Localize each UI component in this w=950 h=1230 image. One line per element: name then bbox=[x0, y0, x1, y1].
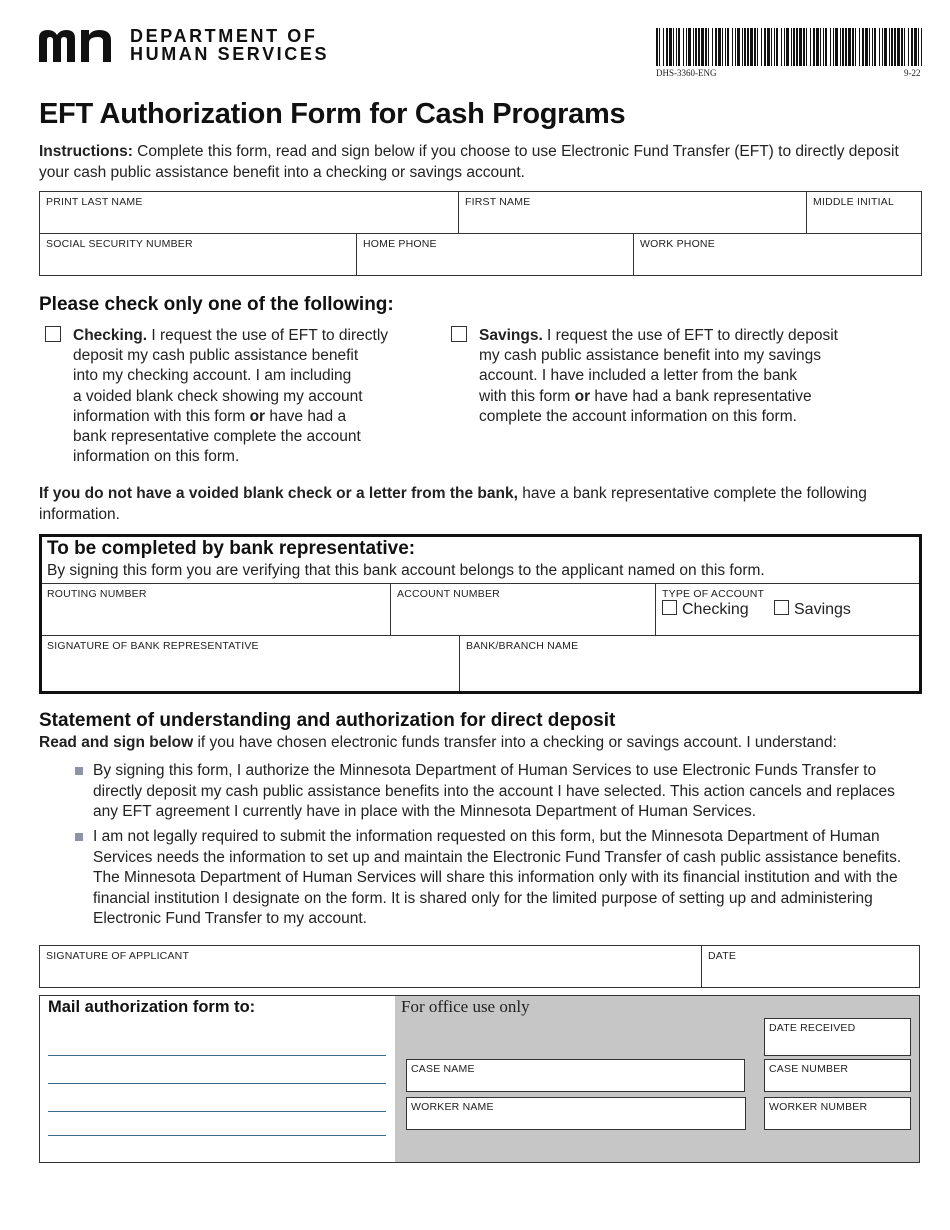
checking-checkbox[interactable] bbox=[45, 326, 61, 342]
savings-line-3: account. I have included a letter from the bank bbox=[479, 367, 797, 385]
account-type-checking-checkbox[interactable] bbox=[662, 600, 677, 615]
middle-initial-field[interactable] bbox=[806, 191, 922, 234]
case-number-field[interactable] bbox=[764, 1059, 911, 1092]
bank-note bbox=[39, 484, 919, 525]
date-received-label: DATE RECEIVED bbox=[769, 1022, 856, 1034]
savings-bold: Savings. bbox=[479, 327, 543, 344]
savings-line-4c: have had a bank representative bbox=[590, 387, 812, 405]
form-id: DHS-3360-ENG bbox=[656, 68, 717, 78]
instructions-label: Instructions: bbox=[39, 143, 133, 160]
applicant-signature-field[interactable] bbox=[39, 945, 702, 988]
account-type-savings-label: Savings bbox=[794, 601, 851, 618]
mail-address-line[interactable] bbox=[48, 1055, 386, 1056]
savings-line-2: my cash public assistance benefit into my savings bbox=[479, 347, 822, 365]
savings-line-4a: with this form bbox=[479, 387, 575, 405]
routing-number-field[interactable] bbox=[42, 584, 390, 635]
form-date: 9-22 bbox=[904, 68, 921, 78]
bank-section-title: To be completed by bank representative: bbox=[47, 538, 416, 559]
mail-address-line[interactable] bbox=[48, 1135, 386, 1136]
checking-line-3: into my checking account. I am including bbox=[73, 367, 352, 385]
signature-date-field[interactable] bbox=[701, 945, 920, 988]
applicant-signature-label: SIGNATURE OF APPLICANT bbox=[46, 950, 190, 962]
statement-heading: Statement of understanding and authorization for direct deposit bbox=[39, 710, 616, 731]
mail-title: Mail authorization form to: bbox=[48, 998, 256, 1016]
work-phone-field[interactable] bbox=[633, 233, 922, 276]
first-name-field[interactable] bbox=[458, 191, 807, 234]
bank-rep-signature-label: SIGNATURE OF BANK REPRESENTATIVE bbox=[47, 640, 259, 652]
case-name-label: CASE NAME bbox=[411, 1063, 475, 1075]
home-phone-label: HOME PHONE bbox=[363, 238, 437, 250]
checking-line-1: I request the use of EFT to directly bbox=[147, 327, 389, 344]
mn-logo-icon bbox=[39, 28, 119, 62]
account-type-checking-label: Checking bbox=[682, 601, 749, 618]
statement-intro bbox=[39, 734, 837, 752]
first-name-label: FIRST NAME bbox=[465, 196, 531, 208]
savings-line-1: I request the use of EFT to directly deposit bbox=[542, 327, 838, 344]
worker-name-field[interactable] bbox=[406, 1097, 746, 1130]
mail-address-line[interactable] bbox=[48, 1083, 386, 1084]
statement-intro-bold: Read and sign below bbox=[39, 734, 194, 751]
checking-line-4: a voided blank check showing my account bbox=[73, 387, 363, 405]
account-type-savings-checkbox[interactable] bbox=[774, 600, 789, 615]
office-use-title: For office use only bbox=[401, 997, 530, 1016]
org-line-2: HUMAN SERVICES bbox=[130, 44, 330, 64]
last-name-field[interactable] bbox=[39, 191, 459, 234]
checking-line-2: deposit my cash public assistance benefit bbox=[73, 347, 359, 365]
choice-heading: Please check only one of the following: bbox=[39, 294, 394, 315]
org-name bbox=[130, 27, 329, 63]
bank-note-bold: If you do not have a voided blank check or a letter from the bank, bbox=[39, 485, 518, 502]
statement-intro-text: if you have chosen electronic funds transfer into a checking or savings account. I understand: bbox=[193, 734, 837, 751]
bank-section-subtitle: By signing this form you are verifying that this bank account belongs to the applicant named on this form. bbox=[47, 562, 765, 579]
date-received-field[interactable] bbox=[764, 1018, 911, 1056]
ssn-label: SOCIAL SECURITY NUMBER bbox=[46, 238, 193, 250]
mail-address-line[interactable] bbox=[48, 1111, 386, 1112]
worker-name-label: WORKER NAME bbox=[411, 1101, 494, 1113]
barcode-icon bbox=[656, 28, 922, 66]
checking-line-5b: or bbox=[249, 407, 266, 425]
savings-checkbox[interactable] bbox=[451, 326, 467, 342]
worker-number-label: WORKER NUMBER bbox=[769, 1101, 868, 1113]
bank-rep-signature-field[interactable] bbox=[42, 636, 459, 691]
instructions bbox=[39, 142, 919, 183]
last-name-label: PRINT LAST NAME bbox=[46, 196, 143, 208]
ssn-field[interactable] bbox=[39, 233, 357, 276]
bank-branch-label: BANK/BRANCH NAME bbox=[466, 640, 579, 652]
checking-line-6: bank representative complete the account bbox=[73, 428, 361, 446]
signature-date-label: DATE bbox=[708, 950, 737, 962]
case-number-label: CASE NUMBER bbox=[769, 1063, 849, 1075]
middle-initial-label: MIDDLE INITIAL bbox=[813, 196, 894, 208]
page-title: EFT Authorization Form for Cash Programs bbox=[39, 98, 626, 130]
routing-number-label: ROUTING NUMBER bbox=[47, 588, 147, 600]
checking-option-text bbox=[73, 326, 423, 467]
mail-section bbox=[39, 995, 396, 1163]
instructions-text: Complete this form, read and sign below if you choose to use Electronic Fund Transfer (EFT) to directly deposit your cash public assistance benefit into a checking or savings account. bbox=[39, 143, 899, 181]
checking-line-5a: information with this form bbox=[73, 407, 250, 425]
checking-line-5c: have had a bbox=[265, 407, 347, 425]
case-name-field[interactable] bbox=[406, 1059, 745, 1092]
statement-bullet-2: I am not legally required to submit the information requested on this form, but the Minnesota Department of Human Services needs the information to set up and maintain the Electronic Fund Transfer of cash public assistance benefits. The Minnesota Department of Human Services will share this information only with its financial institution and with the financial institution I designate on the form. It is shared only for the limited purpose of setting up and administering Electronic Fund Transfer to my account. bbox=[93, 828, 902, 927]
worker-number-field[interactable] bbox=[764, 1097, 911, 1130]
bullet-icon bbox=[75, 767, 83, 775]
bullet-icon bbox=[75, 833, 83, 841]
savings-option-text bbox=[479, 326, 899, 427]
checking-bold: Checking. bbox=[73, 327, 148, 344]
home-phone-field[interactable] bbox=[356, 233, 634, 276]
account-number-field[interactable] bbox=[391, 584, 655, 635]
org-line-1: DEPARTMENT OF bbox=[130, 26, 318, 46]
account-type-label: TYPE OF ACCOUNT bbox=[662, 588, 765, 600]
bank-branch-field[interactable] bbox=[460, 636, 919, 691]
bank-note-text: have a bank representative complete the following information. bbox=[39, 485, 867, 523]
checking-line-7: information on this form. bbox=[73, 448, 240, 466]
statement-bullet-1: By signing this form, I authorize the Minnesota Department of Human Services to use Electronic Funds Transfer to directly deposit my cash public assistance benefits into the account I have selected. This action cancels and replaces any EFT agreement I currently have in place with the Minnesota Department of Human Services. bbox=[93, 762, 895, 820]
savings-line-5: complete the account information on this form. bbox=[479, 407, 797, 425]
account-number-label: ACCOUNT NUMBER bbox=[397, 588, 500, 600]
work-phone-label: WORK PHONE bbox=[640, 238, 715, 250]
savings-line-4b: or bbox=[574, 387, 591, 405]
